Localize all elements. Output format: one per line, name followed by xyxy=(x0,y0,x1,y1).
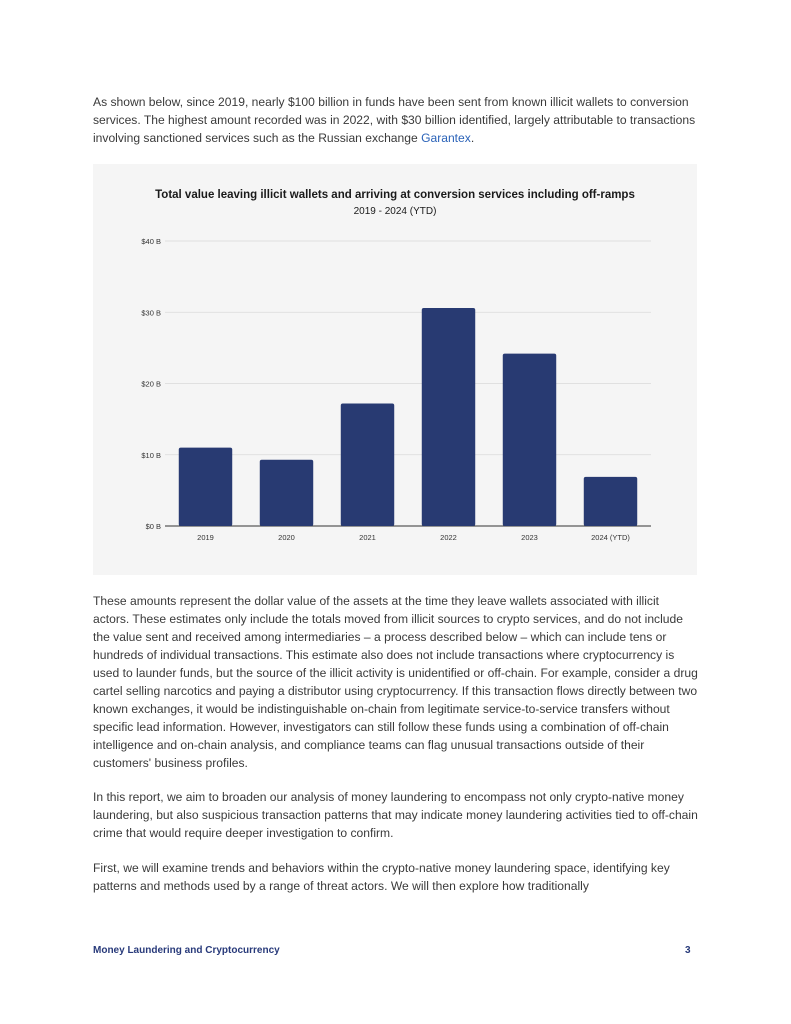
page-number: 3 xyxy=(685,945,691,956)
garantex-link[interactable]: Garantex xyxy=(421,131,471,145)
bar-2023 xyxy=(503,354,556,526)
chart-title: Total value leaving illicit wallets and arriving at conversion services including off-ramps xyxy=(155,189,635,201)
intro-paragraph xyxy=(93,93,698,147)
y-tick-label: $40 B xyxy=(141,237,161,246)
x-tick-label: 2023 xyxy=(521,533,538,542)
chart-subtitle: 2019 - 2024 (YTD) xyxy=(353,206,437,217)
bar-2020 xyxy=(260,460,313,526)
intro-text: As shown below, since 2019, nearly $100 billion in funds have been sent from known illicit wallets to conversion services. The highest amount recorded was in 2022, with $30 billion identified, largely attributable to transactions involving sanctioned services such as the Russian exchange xyxy=(93,95,696,145)
bar-2019 xyxy=(179,448,232,526)
bar-2022 xyxy=(422,308,475,526)
x-tick-label: 2024 (YTD) xyxy=(591,533,630,542)
x-tick-label: 2020 xyxy=(278,533,295,542)
footer-title: Money Laundering and Cryptocurrency xyxy=(93,945,280,956)
body-paragraph-4: First, we will examine trends and behaviors within the crypto-native money laundering space, identifying key patterns and methods used by a range of threat actors. We will then explore how traditionally xyxy=(93,861,670,893)
y-tick-label: $10 B xyxy=(141,450,161,460)
intro-text-end: . xyxy=(470,131,475,145)
bar-2021 xyxy=(341,403,394,526)
y-tick-label: $20 B xyxy=(141,379,161,389)
chart-container xyxy=(93,164,697,575)
bar-2024 xyxy=(584,477,637,526)
x-tick-label: 2019 xyxy=(197,533,214,542)
x-tick-label: 2021 xyxy=(359,533,376,542)
y-tick-label: $0 B xyxy=(145,522,161,531)
y-tick-label: $30 B xyxy=(141,308,161,318)
body-paragraph-2: These amounts represent the dollar value of the assets at the time they leave wallets associated with illicit actors. These estimates only include the totals moved from illicit sources to crypto services, and do not include the value sent and received among intermediaries – a process described below – which can include tens or hundreds of individual transactions. This estimate also does not include transactions where cryptocurrency is used to launder funds, but the source of the illicit activity is unidentified or off-chain. For example, consider a drug cartel selling narcotics and paying a distributor using cryptocurrency. If this transaction flows directly between two known exchanges, it would be indistinguishable on-chain from legitimate service-to-service transfers without specific lead information. However, investigators can still follow these funds using a combination of off-chain intelligence and on-chain analysis, and compliance teams can flag unusual transactions outside of their customers' business profiles. xyxy=(93,594,698,770)
bar-chart xyxy=(93,164,697,575)
body-paragraph-3: In this report, we aim to broaden our analysis of money laundering to encompass not only crypto-native money laundering, but also suspicious transaction patterns that may indicate money laundering activities tied to off-chain crime that would require deeper investigation to confirm. xyxy=(93,790,698,840)
x-tick-label: 2022 xyxy=(440,533,457,542)
